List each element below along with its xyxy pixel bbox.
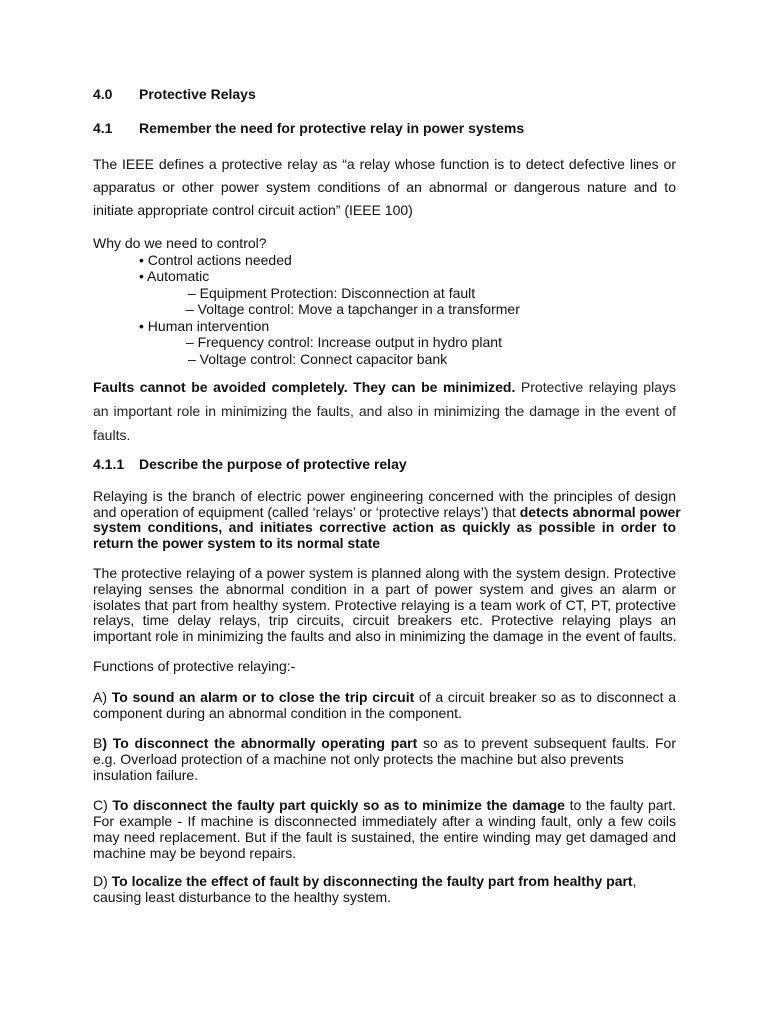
list-item: – Frequency control: Increase output in hydro plant <box>186 334 502 350</box>
function-rest: to the faulty part. <box>564 797 677 813</box>
heading-number: 4.1.1 <box>93 456 125 472</box>
function-b <box>93 735 676 783</box>
relaying-bold: detects abnormal power <box>519 503 681 520</box>
paragraph-line: initiate appropriate control circuit action” (IEEE 100) <box>93 202 413 218</box>
faults-paragraph <box>93 375 676 447</box>
function-bold: To disconnect the faulty part quickly so as to minimize the damage <box>112 797 565 813</box>
paragraph-line <box>93 797 676 813</box>
paragraph-line: relays, time delay relays, trip circuits, circuit breakers etc. Protective relaying plays an <box>93 612 676 629</box>
function-prefix: C) <box>93 797 113 813</box>
function-rest: of a circuit breaker so as to disconnect a <box>414 689 677 705</box>
relaying-paragraph <box>93 488 681 551</box>
heading-4-1 <box>93 120 676 136</box>
paragraph-line: e.g. Overload protection of a machine not only protects the machine but also prevents <box>93 751 624 767</box>
list-item: • Human intervention <box>139 318 270 334</box>
function-rest: , <box>632 873 637 889</box>
heading-4-1-1 <box>93 456 676 472</box>
paragraph-line <box>93 536 676 552</box>
paragraph-line: Relaying is the branch of electric power engineering concerned with the principles of design <box>93 488 676 504</box>
paragraph-line: machine may be beyond repairs. <box>93 845 297 861</box>
paragraph-line <box>93 735 676 751</box>
function-d <box>93 873 676 905</box>
heading-title: Remember the need for protective relay in power systems <box>139 120 525 136</box>
paragraph-line: causing least disturbance to the healthy system. <box>93 889 392 905</box>
faults-bold: Faults cannot be avoided completely. They can be minimized. <box>93 379 516 395</box>
heading-number: 4.1 <box>93 120 113 136</box>
why-question: Why do we need to control? <box>93 235 267 251</box>
list-item: • Control actions needed <box>139 252 292 268</box>
list-item: – Voltage control: Connect capacitor bank <box>188 351 448 367</box>
function-bold: To localize the effect of fault by disconnecting the faulty part from healthy part <box>111 873 633 889</box>
paragraph-line: For example - If machine is disconnected immediately after a winding fault, only a few coils <box>93 813 676 829</box>
paragraph-line <box>93 689 676 705</box>
paragraph-line: isolates that part from healthy system. Protective relaying is a team work of CT, PT, protective <box>93 596 676 613</box>
paragraph-line: faults. <box>93 427 131 443</box>
paragraph-line: insulation failure. <box>93 767 199 783</box>
relaying-plain: and operation of equipment (called ‘relays’ or ‘protective relays’) that <box>93 503 520 520</box>
heading-number: 4.0 <box>93 86 113 102</box>
functions-intro: Functions of protective relaying:- <box>93 658 296 674</box>
list-item: – Equipment Protection: Disconnection at fault <box>188 285 476 301</box>
paragraph-line: The protective relaying of a power system is planned along with the system design. Protective <box>93 565 676 581</box>
paragraph-line: may need replacement. But if the fault is sustained, the entire winding may get damaged and <box>93 829 676 845</box>
paragraph-line <box>93 873 676 889</box>
function-prefix: A) <box>93 689 112 705</box>
function-bold: To sound an alarm or to close the trip circuit <box>111 689 415 705</box>
faults-rest: Protective relaying plays <box>515 379 676 395</box>
paragraph-line <box>93 520 676 536</box>
list-item: • Automatic <box>139 268 210 284</box>
paragraph-line <box>93 503 681 521</box>
heading-4-0 <box>93 86 676 102</box>
function-prefix: D) <box>93 873 112 889</box>
function-a <box>93 689 676 721</box>
function-c <box>93 797 676 861</box>
paragraph-line: The IEEE defines a protective relay as “a relay whose function is to detect defective lines or <box>93 156 676 172</box>
relaying-bold: return the power system to its normal state <box>93 534 381 551</box>
function-bold: ) To disconnect the abnormally operating part <box>102 735 418 751</box>
paragraph-line: important role in minimizing the faults and also in minimizing the damage in the event of faults. <box>93 628 677 645</box>
planned-paragraph <box>93 566 676 645</box>
paragraph-line: an important role in minimizing the faults, and also in minimizing the damage in the event of <box>93 403 676 419</box>
relaying-bold: system conditions, and initiates corrective action as quickly as possible in order to <box>93 519 676 535</box>
function-prefix: B <box>93 735 103 751</box>
function-rest: so as to prevent subsequent faults. For <box>417 735 676 751</box>
paragraph-line: apparatus or other power system conditions of an abnormal or dangerous nature and to <box>93 179 676 195</box>
paragraph-line <box>93 375 676 399</box>
heading-title: Describe the purpose of protective relay <box>139 456 407 472</box>
paragraph-line: relaying senses the abnormal condition in a part of power system and gives an alarm or <box>93 580 676 597</box>
list-item: – Voltage control: Move a tapchanger in a transformer <box>186 301 520 317</box>
heading-title: Protective Relays <box>139 86 256 102</box>
ieee-definition-paragraph <box>93 153 676 222</box>
paragraph-line: component during an abnormal condition in the component. <box>93 705 462 721</box>
